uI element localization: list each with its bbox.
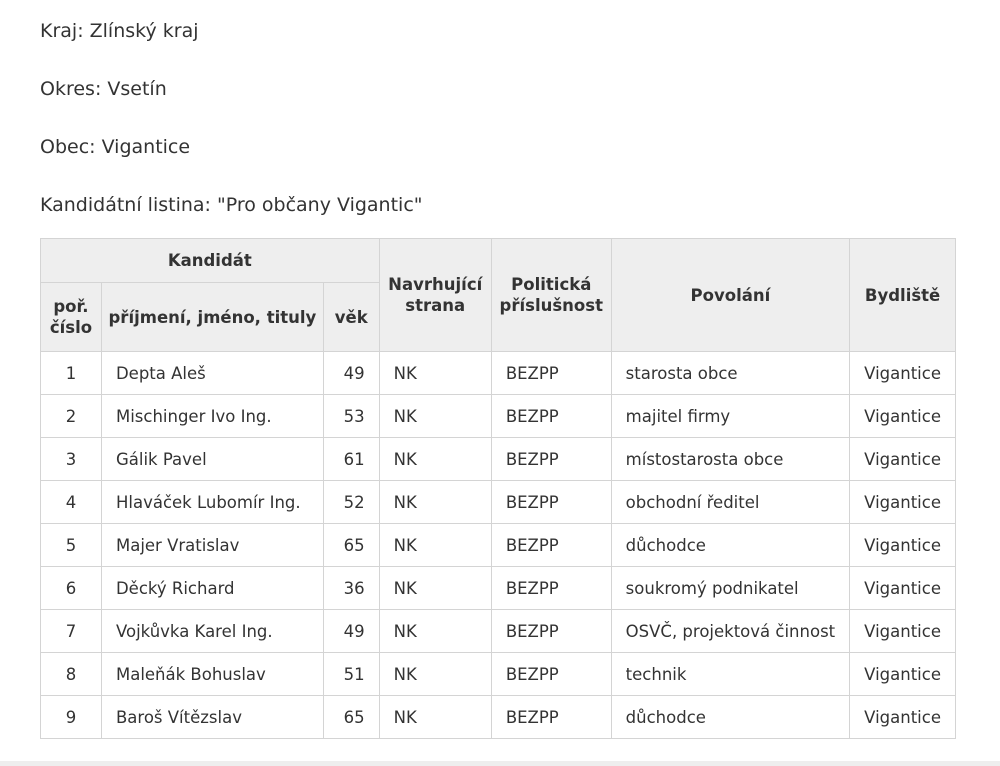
cell-affiliation: BEZPP xyxy=(491,524,611,567)
cell-occupation: soukromý podnikatel xyxy=(611,567,849,610)
cell-residence: Vigantice xyxy=(850,610,956,653)
cell-age: 61 xyxy=(323,438,379,481)
table-row xyxy=(41,653,956,696)
table-row xyxy=(41,438,956,481)
bottom-divider xyxy=(0,761,1000,766)
cell-affiliation: BEZPP xyxy=(491,567,611,610)
table-row xyxy=(41,524,956,567)
cell-party: NK xyxy=(379,438,491,481)
cell-residence: Vigantice xyxy=(850,696,956,739)
cell-name: Majer Vratislav xyxy=(101,524,323,567)
cell-party: NK xyxy=(379,481,491,524)
header-nominating-party-line1: Navrhující xyxy=(388,275,483,294)
header-political-affiliation-line2: příslušnost xyxy=(499,296,603,315)
cell-order-number: 5 xyxy=(41,524,102,567)
cell-name: Vojkůvka Karel Ing. xyxy=(101,610,323,653)
cell-order-number: 9 xyxy=(41,696,102,739)
cell-age: 49 xyxy=(323,352,379,395)
cell-affiliation: BEZPP xyxy=(491,481,611,524)
cell-party: NK xyxy=(379,653,491,696)
cell-party: NK xyxy=(379,352,491,395)
cell-name: Maleňák Bohuslav xyxy=(101,653,323,696)
header-occupation: Povolání xyxy=(611,239,849,352)
cell-age: 53 xyxy=(323,395,379,438)
cell-order-number: 6 xyxy=(41,567,102,610)
header-order-number xyxy=(41,283,102,352)
cell-party: NK xyxy=(379,524,491,567)
region-label: Kraj: Zlínský kraj xyxy=(40,20,199,42)
cell-order-number: 3 xyxy=(41,438,102,481)
header-residence: Bydliště xyxy=(850,239,956,352)
cell-name: Mischinger Ivo Ing. xyxy=(101,395,323,438)
table-row xyxy=(41,352,956,395)
header-political-affiliation-line1: Politická xyxy=(511,275,592,294)
cell-order-number: 7 xyxy=(41,610,102,653)
cell-occupation: OSVČ, projektová činnost xyxy=(611,610,849,653)
cell-affiliation: BEZPP xyxy=(491,696,611,739)
cell-occupation: obchodní ředitel xyxy=(611,481,849,524)
candidate-list-label: Kandidátní listina: "Pro občany Vigantic" xyxy=(40,194,423,216)
table-row xyxy=(41,481,956,524)
cell-name: Gálik Pavel xyxy=(101,438,323,481)
header-name: příjmení, jméno, tituly xyxy=(101,283,323,352)
header-order-number-line1: poř. xyxy=(53,297,89,316)
header-political-affiliation xyxy=(491,239,611,352)
header-age: věk xyxy=(323,283,379,352)
cell-residence: Vigantice xyxy=(850,438,956,481)
cell-order-number: 2 xyxy=(41,395,102,438)
cell-affiliation: BEZPP xyxy=(491,395,611,438)
header-order-number-line2: číslo xyxy=(49,318,93,337)
cell-residence: Vigantice xyxy=(850,653,956,696)
cell-occupation: majitel firmy xyxy=(611,395,849,438)
cell-name: Baroš Vítězslav xyxy=(101,696,323,739)
cell-name: Hlaváček Lubomír Ing. xyxy=(101,481,323,524)
cell-party: NK xyxy=(379,395,491,438)
cell-occupation: technik xyxy=(611,653,849,696)
cell-age: 52 xyxy=(323,481,379,524)
cell-affiliation: BEZPP xyxy=(491,438,611,481)
cell-residence: Vigantice xyxy=(850,352,956,395)
cell-age: 51 xyxy=(323,653,379,696)
cell-party: NK xyxy=(379,610,491,653)
header-nominating-party-line2: strana xyxy=(405,296,466,315)
cell-party: NK xyxy=(379,696,491,739)
cell-name: Děcký Richard xyxy=(101,567,323,610)
header-candidate: Kandidát xyxy=(41,239,380,283)
cell-age: 65 xyxy=(323,524,379,567)
cell-order-number: 8 xyxy=(41,653,102,696)
cell-occupation: důchodce xyxy=(611,696,849,739)
table-row xyxy=(41,610,956,653)
cell-order-number: 1 xyxy=(41,352,102,395)
cell-residence: Vigantice xyxy=(850,567,956,610)
cell-residence: Vigantice xyxy=(850,395,956,438)
cell-age: 65 xyxy=(323,696,379,739)
header-nominating-party xyxy=(379,239,491,352)
cell-residence: Vigantice xyxy=(850,481,956,524)
cell-affiliation: BEZPP xyxy=(491,352,611,395)
table-row xyxy=(41,696,956,739)
municipality-label: Obec: Vigantice xyxy=(40,136,191,158)
cell-occupation: starosta obce xyxy=(611,352,849,395)
cell-affiliation: BEZPP xyxy=(491,610,611,653)
district-label: Okres: Vsetín xyxy=(40,78,167,100)
table-row xyxy=(41,567,956,610)
cell-name: Depta Aleš xyxy=(101,352,323,395)
cell-party: NK xyxy=(379,567,491,610)
cell-age: 49 xyxy=(323,610,379,653)
cell-occupation: místostarosta obce xyxy=(611,438,849,481)
table-row xyxy=(41,395,956,438)
candidates-table xyxy=(40,238,956,739)
cell-affiliation: BEZPP xyxy=(491,653,611,696)
cell-occupation: důchodce xyxy=(611,524,849,567)
cell-order-number: 4 xyxy=(41,481,102,524)
cell-age: 36 xyxy=(323,567,379,610)
cell-residence: Vigantice xyxy=(850,524,956,567)
